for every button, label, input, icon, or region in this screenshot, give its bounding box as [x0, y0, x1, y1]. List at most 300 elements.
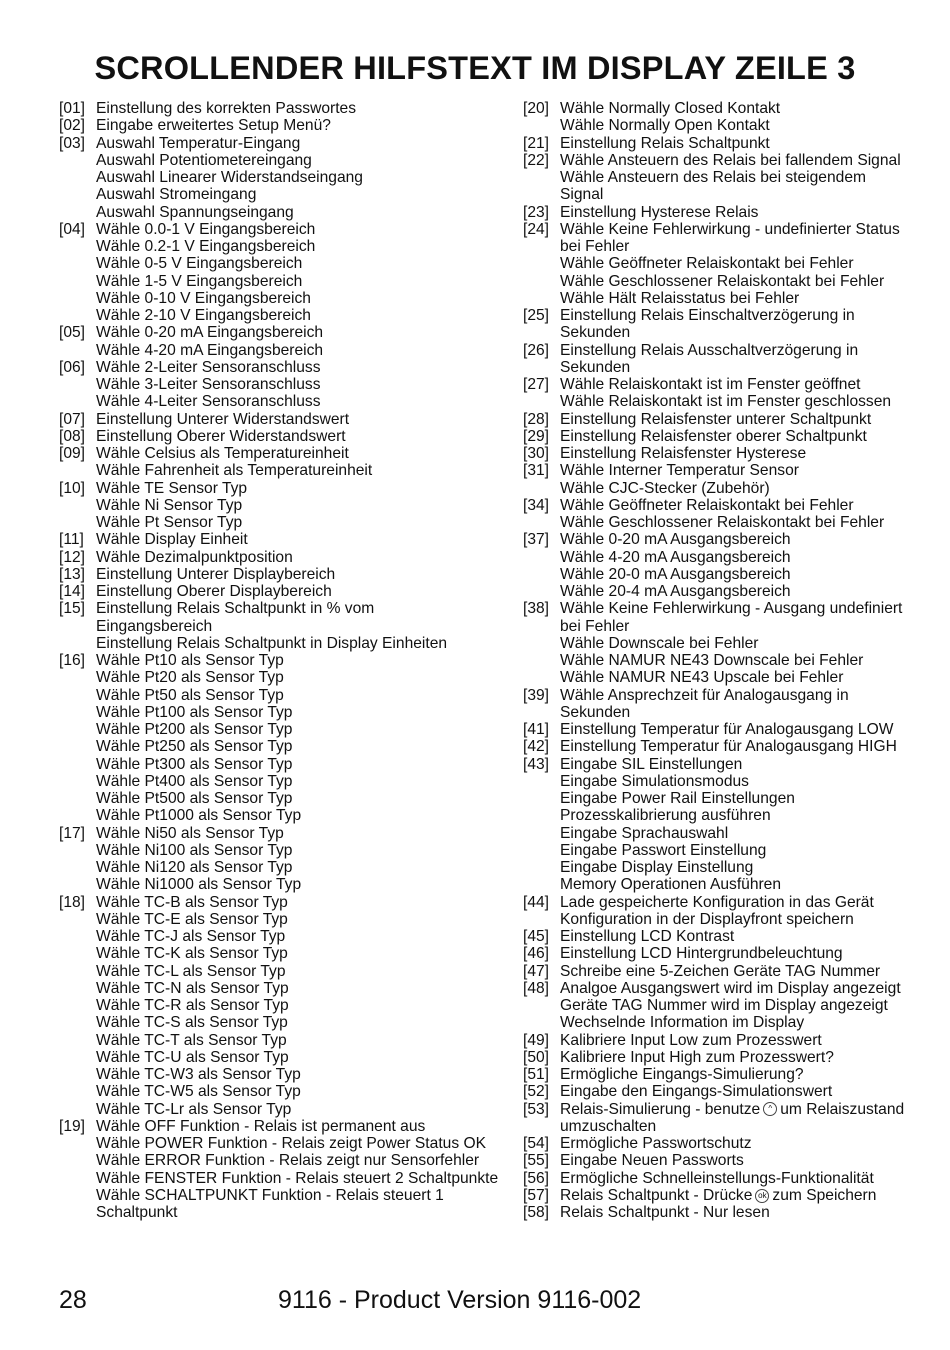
entry-line: Einstellung Temperatur für Analogausgang HIGH: [560, 738, 897, 756]
entry-code: [17]: [59, 824, 86, 842]
list-item: [59, 445, 514, 480]
entry-line: Wähle 1-5 V Eingangsbereich: [96, 272, 303, 290]
entry-line: Sekunden: [560, 358, 631, 376]
entry-text: [560, 600, 943, 686]
list-item: [523, 1066, 943, 1083]
list-item: [523, 497, 943, 532]
entry-text: [560, 204, 943, 221]
entry-line: Wähle Pt100 als Sensor Typ: [96, 703, 293, 721]
entry-line: Wähle TC-Lr als Sensor Typ: [96, 1100, 292, 1118]
list-item: [523, 428, 943, 445]
entry-line: Wähle Geöffneter Relaiskontakt bei Fehler: [560, 496, 854, 514]
entry-line: Wähle Ni100 als Sensor Typ: [96, 841, 293, 859]
list-item: [523, 963, 943, 980]
entry-text: [560, 756, 943, 894]
entry-text: [96, 566, 514, 583]
entry-line: Einstellung Relaisfenster Hysterese: [560, 445, 807, 462]
entry-line: Wähle TC-E als Sensor Typ: [96, 910, 288, 928]
entry-text-part: um Relaiszustand: [780, 1100, 905, 1118]
entry-line: Wähle TC-B als Sensor Typ: [96, 893, 288, 911]
entry-line: Einstellung Temperatur für Analogausgang LOW: [560, 721, 894, 738]
entry-text: [96, 600, 514, 652]
entry-line: Wähle TC-R als Sensor Typ: [96, 997, 289, 1014]
entry-line: Sekunden: [560, 703, 631, 721]
entry-line: Wähle Pt50 als Sensor Typ: [96, 686, 284, 704]
entry-text: [560, 894, 943, 929]
entry-code: [48]: [523, 979, 550, 997]
list-item: [523, 531, 943, 600]
entry-code: [02]: [59, 117, 86, 135]
entry-text-part: zum Speichern: [772, 1186, 877, 1204]
entry-line: Wähle POWER Funktion - Relais zeigt Power Status OK: [96, 1135, 486, 1152]
entry-line: Signal: [560, 186, 604, 204]
left-column: [59, 100, 514, 1221]
entry-text: [96, 324, 514, 359]
entry-text: [560, 1187, 943, 1204]
entry-code: [37]: [523, 531, 550, 549]
entry-text: [560, 135, 943, 152]
entry-line: Wähle Geöffneter Relaiskontakt bei Fehler: [560, 255, 854, 273]
list-item: [523, 687, 943, 722]
entry-line: Wechselnde Information im Display: [560, 1014, 805, 1032]
entry-code: [11]: [59, 531, 84, 549]
entry-code: [53]: [523, 1100, 550, 1118]
entry-code: [54]: [523, 1135, 550, 1152]
list-item: [523, 1170, 943, 1187]
list-item: [523, 411, 943, 428]
entry-code: [50]: [523, 1048, 550, 1066]
entry-text: [96, 411, 514, 428]
entry-line: Auswahl Linearer Widerstandseingang: [96, 169, 363, 186]
entry-line: Wähle 20-0 mA Ausgangsbereich: [560, 565, 791, 583]
entry-line: Wähle ERROR Funktion - Relais zeigt nur Sensorfehler: [96, 1152, 480, 1170]
entry-line: Wähle TC-S als Sensor Typ: [96, 1014, 288, 1032]
entry-line: Prozesskalibrierung ausführen: [560, 807, 771, 825]
entry-line: Einstellung Relais Schaltpunkt in % vom: [96, 600, 375, 618]
entry-text: [560, 1170, 943, 1187]
entry-code: [29]: [523, 427, 550, 445]
entry-code: [39]: [523, 686, 550, 704]
entry-code: [38]: [523, 600, 550, 618]
entry-text: [560, 100, 943, 135]
entry-code: [04]: [59, 220, 86, 238]
entry-code: [09]: [59, 445, 86, 462]
entry-code: [41]: [523, 721, 550, 738]
list-item: [523, 1101, 943, 1136]
list-item: [523, 1049, 943, 1066]
entry-text: [560, 1152, 943, 1169]
list-item: [59, 359, 514, 411]
entry-text: [560, 738, 943, 755]
entry-line: Wähle Geschlossener Relaiskontakt bei Fehler: [560, 272, 885, 290]
entry-code: [49]: [523, 1031, 550, 1049]
entry-line: Lade gespeicherte Konfiguration in das Gerät: [560, 893, 874, 911]
entry-text: [560, 462, 943, 497]
entry-line: Eingabe SIL Einstellungen: [560, 755, 743, 773]
list-item: [59, 324, 514, 359]
entry-line: Wähle TC-W5 als Sensor Typ: [96, 1083, 301, 1101]
entry-line: Wähle Keine Fehlerwirkung - undefinierter Status: [560, 220, 900, 238]
list-item: [59, 135, 514, 221]
entry-line: Wähle Pt250 als Sensor Typ: [96, 738, 293, 756]
entry-code: [30]: [523, 445, 550, 462]
entry-line: Eingabe Simulationsmodus: [560, 772, 749, 790]
entry-text: [96, 135, 514, 221]
entry-text: [560, 445, 943, 462]
entry-line: [560, 1187, 943, 1204]
entry-line: Wähle Ansteuern des Relais bei steigendem: [560, 169, 866, 186]
entry-text: [96, 221, 514, 325]
entry-line: Auswahl Spannungseingang: [96, 203, 294, 221]
list-item: [59, 117, 514, 134]
entry-text: [96, 117, 514, 134]
entry-line: Wähle Hält Relaisstatus bei Fehler: [560, 289, 800, 307]
entry-line: Wähle Geschlossener Relaiskontakt bei Fehler: [560, 514, 885, 531]
list-item: [59, 600, 514, 652]
entry-text: [560, 1032, 943, 1049]
entry-line: Eingabe den Eingangs-Simulationswert: [560, 1083, 833, 1101]
entry-line: Wähle Celsius als Temperatureinheit: [96, 445, 349, 462]
list-item: [523, 307, 943, 342]
entry-line: Eingabe Power Rail Einstellungen: [560, 790, 795, 807]
up-button-icon: ^: [763, 1102, 777, 1116]
entry-line: Einstellung des korrekten Passwortes: [96, 100, 357, 117]
entry-line: Eingabe Display Einstellung: [560, 859, 754, 876]
entry-code: [10]: [59, 479, 86, 497]
entry-text: [560, 411, 943, 428]
list-item: [59, 583, 514, 600]
entry-line: Wähle Downscale bei Fehler: [560, 634, 759, 652]
entry-text: [96, 531, 514, 548]
page-number: 28: [59, 1286, 87, 1314]
list-item: [59, 480, 514, 532]
entry-code: [24]: [523, 220, 550, 238]
entry-line: Wähle Keine Fehlerwirkung - Ausgang undefiniert: [560, 600, 903, 618]
page-title: SCROLLENDER HILFSTEXT IM DISPLAY ZEILE 3: [94, 50, 856, 86]
entry-line: Ermögliche Eingangs-Simulierung?: [560, 1066, 804, 1083]
right-column: [523, 100, 943, 1221]
entry-code: [12]: [59, 548, 86, 566]
list-item: [523, 1032, 943, 1049]
entry-line: Auswahl Potentiometereingang: [96, 151, 312, 169]
list-item: [59, 652, 514, 825]
entry-line: Schreibe eine 5-Zeichen Geräte TAG Nummer: [560, 962, 881, 980]
entry-code: [19]: [59, 1117, 86, 1135]
entry-text: [96, 549, 514, 566]
list-item: [59, 566, 514, 583]
entry-code: [27]: [523, 376, 550, 393]
list-item: [523, 1083, 943, 1100]
entry-line: Wähle 20-4 mA Ausgangsbereich: [560, 583, 791, 600]
list-item: [523, 135, 943, 152]
entry-code: [56]: [523, 1169, 550, 1187]
entry-line: Wähle Relaiskontakt ist im Fenster geöffnet: [560, 376, 861, 393]
entry-line: Auswahl Temperatur-Eingang: [96, 134, 301, 152]
list-item: [523, 462, 943, 497]
entry-text: [96, 428, 514, 445]
entry-line: Wähle Pt1000 als Sensor Typ: [96, 807, 302, 825]
list-item: [59, 1118, 514, 1222]
entry-line: bei Fehler: [560, 238, 630, 255]
entry-line: Wähle Normally Closed Kontakt: [560, 100, 781, 117]
entry-text: [560, 307, 943, 342]
entry-code: [46]: [523, 945, 550, 963]
entry-line: Auswahl Stromeingang: [96, 186, 257, 204]
entry-line: Wähle TC-L als Sensor Typ: [96, 962, 286, 980]
entry-line: Wähle Pt300 als Sensor Typ: [96, 755, 293, 773]
entry-line: Einstellung Hysterese Relais: [560, 203, 759, 221]
entry-code: [22]: [523, 151, 550, 169]
entry-text: [560, 721, 943, 738]
entry-line: Wähle Pt10 als Sensor Typ: [96, 652, 284, 669]
entry-text: [560, 1049, 943, 1066]
entry-line: umzuschalten: [560, 1117, 657, 1135]
entry-line: Wähle Pt400 als Sensor Typ: [96, 772, 293, 790]
entry-line: Wähle Dezimalpunktposition: [96, 548, 293, 566]
entry-text: [560, 152, 943, 204]
entry-line: Einstellung Relaisfenster oberer Schaltpunkt: [560, 427, 867, 445]
list-item: [523, 204, 943, 221]
entry-line: Eingabe Sprachauswahl: [560, 824, 729, 842]
list-item: [523, 945, 943, 962]
list-item: [59, 531, 514, 548]
entry-line: Wähle TE Sensor Typ: [96, 479, 248, 497]
entry-line: Konfiguration in der Displayfront speichern: [560, 910, 854, 928]
entry-text: [560, 1083, 943, 1100]
entry-line: Wähle 2-Leiter Sensoranschluss: [96, 358, 321, 376]
list-item: [523, 376, 943, 411]
entry-code: [45]: [523, 928, 550, 945]
entry-line: bei Fehler: [560, 617, 630, 635]
list-item: [59, 221, 514, 325]
list-item: [523, 721, 943, 738]
entry-text: [560, 928, 943, 945]
entry-code: [47]: [523, 962, 550, 980]
entry-line: Einstellung Relais Einschaltverzögerung in: [560, 307, 855, 324]
entry-line: Wähle TC-T als Sensor Typ: [96, 1031, 287, 1049]
entry-line: Eingabe Neuen Passworts: [560, 1152, 744, 1170]
entry-code: [42]: [523, 738, 550, 756]
entry-line: Wähle FENSTER Funktion - Relais steuert 2 Schaltpunkte: [96, 1169, 499, 1187]
entry-line: Einstellung Relais Ausschaltverzögerung in: [560, 341, 859, 359]
entry-line: Geräte TAG Nummer wird im Display angezeigt: [560, 997, 888, 1014]
entry-code: [55]: [523, 1152, 550, 1170]
entry-line: Wähle 0-20 mA Eingangsbereich: [96, 324, 324, 342]
entry-line: Wähle 4-Leiter Sensoranschluss: [96, 393, 321, 411]
entry-text: [560, 980, 943, 1032]
entry-text: [560, 531, 943, 600]
entry-code: [20]: [523, 100, 550, 117]
list-item: [59, 894, 514, 1118]
entry-text-part: Relais Schaltpunkt - Drücke: [560, 1186, 753, 1204]
entry-line: Wähle 2-10 V Eingangsbereich: [96, 307, 311, 324]
entry-line: [560, 1101, 943, 1118]
entry-line: Memory Operationen Ausführen: [560, 876, 782, 894]
entry-line: Einstellung Unterer Widerstandswert: [96, 410, 350, 428]
entry-text: [96, 480, 514, 532]
list-item: [523, 600, 943, 686]
entry-code: [31]: [523, 462, 550, 480]
entry-code: [01]: [59, 100, 86, 117]
entry-line: Wähle NAMUR NE43 Downscale bei Fehler: [560, 652, 864, 669]
entry-line: Wähle 4-20 mA Ausgangsbereich: [560, 548, 791, 566]
list-item: [523, 738, 943, 755]
entry-line: Relais Schaltpunkt - Nur lesen: [560, 1204, 770, 1221]
entry-code: [06]: [59, 358, 86, 376]
entry-line: Wähle Ansteuern des Relais bei fallendem Signal: [560, 151, 901, 169]
entry-code: [08]: [59, 427, 86, 445]
entry-text: [96, 100, 514, 117]
entry-line: Wähle 0-20 mA Ausgangsbereich: [560, 531, 791, 549]
entry-code: [15]: [59, 600, 86, 618]
entry-line: Wähle 0-5 V Eingangsbereich: [96, 255, 303, 273]
entry-code: [07]: [59, 410, 86, 428]
entry-text: [96, 445, 514, 480]
entry-code: [52]: [523, 1083, 550, 1101]
entry-line: Einstellung Relaisfenster unterer Schaltpunkt: [560, 410, 872, 428]
entry-line: Wähle 0-10 V Eingangsbereich: [96, 289, 311, 307]
entry-line: Wähle Pt20 als Sensor Typ: [96, 669, 284, 687]
entry-code: [51]: [523, 1066, 550, 1083]
entry-code: [23]: [523, 203, 550, 221]
entry-text: [560, 1066, 943, 1083]
entry-line: Schaltpunkt: [96, 1204, 178, 1221]
entry-line: Wähle Ansprechzeit für Analogausgang in: [560, 686, 849, 704]
entry-line: Sekunden: [560, 324, 631, 342]
entry-line: Wähle NAMUR NE43 Upscale bei Fehler: [560, 669, 844, 687]
entry-text: [560, 497, 943, 532]
entry-code: [14]: [59, 583, 86, 600]
entry-line: Wähle OFF Funktion - Relais ist permanent aus: [96, 1117, 426, 1135]
entry-code: [57]: [523, 1186, 550, 1204]
entry-code: [26]: [523, 341, 550, 359]
list-item: [523, 980, 943, 1032]
entry-line: Einstellung Oberer Widerstandswert: [96, 427, 346, 445]
entry-line: Wähle Ni50 als Sensor Typ: [96, 824, 284, 842]
product-version: 9116 - Product Version 9116-002: [278, 1286, 642, 1314]
entry-line: Einstellung Unterer Displaybereich: [96, 565, 336, 583]
list-item: [523, 445, 943, 462]
list-item: [523, 1152, 943, 1169]
list-item: [59, 100, 514, 117]
entry-text: [96, 825, 514, 894]
ok-button-icon: ok: [755, 1189, 769, 1203]
entry-line: Wähle 4-20 mA Eingangsbereich: [96, 341, 324, 359]
entry-code: [34]: [523, 496, 550, 514]
entry-text-part: Relais-Simulierung - benutze: [560, 1100, 761, 1118]
entry-line: Wähle SCHALTPUNKT Funktion - Relais steuert 1: [96, 1186, 444, 1204]
list-item: [523, 1204, 943, 1221]
list-item: [523, 928, 943, 945]
entry-line: Wähle 3-Leiter Sensoranschluss: [96, 376, 321, 393]
entry-line: Wähle Ni Sensor Typ: [96, 496, 243, 514]
entry-line: Einstellung Relais Schaltpunkt in Display Einheiten: [96, 634, 448, 652]
entry-code: [58]: [523, 1204, 550, 1221]
entry-line: Wähle Pt Sensor Typ: [96, 514, 243, 531]
entry-code: [03]: [59, 134, 86, 152]
entry-text: [96, 894, 514, 1118]
entry-text: [560, 1101, 943, 1136]
list-item: [59, 428, 514, 445]
entry-code: [18]: [59, 893, 86, 911]
entry-line: Wähle CJC-Stecker (Zubehör): [560, 479, 770, 497]
entry-line: Wähle TC-J als Sensor Typ: [96, 928, 286, 945]
entry-line: Einstellung Oberer Displaybereich: [96, 583, 332, 600]
entry-line: Wähle TC-K als Sensor Typ: [96, 945, 288, 963]
entry-line: Wähle Relaiskontakt ist im Fenster geschlossen: [560, 393, 892, 411]
entry-line: Wähle TC-N als Sensor Typ: [96, 979, 289, 997]
list-item: [523, 100, 943, 135]
entry-line: Wähle Pt200 als Sensor Typ: [96, 721, 293, 738]
entry-line: Wähle Display Einheit: [96, 531, 248, 549]
entry-line: Eingangsbereich: [96, 617, 213, 635]
entry-line: Wähle Ni120 als Sensor Typ: [96, 859, 293, 876]
entry-line: Wähle TC-W3 als Sensor Typ: [96, 1066, 301, 1083]
entry-line: Ermögliche Passwortschutz: [560, 1135, 752, 1152]
entry-code: [16]: [59, 652, 86, 669]
entry-code: [25]: [523, 307, 550, 324]
list-item: [523, 221, 943, 307]
entry-line: Einstellung Relais Schaltpunkt: [560, 134, 770, 152]
entry-line: Wähle Normally Open Kontakt: [560, 117, 770, 135]
entry-code: [44]: [523, 893, 550, 911]
list-item: [523, 1135, 943, 1152]
entry-text: [560, 945, 943, 962]
entry-line: Wähle TC-U als Sensor Typ: [96, 1048, 289, 1066]
list-item: [523, 1187, 943, 1204]
entry-code: [21]: [523, 134, 550, 152]
entry-line: Wähle Fahrenheit als Temperatureinheit: [96, 462, 373, 480]
entry-text: [560, 963, 943, 980]
entry-line: Kalibriere Input High zum Prozesswert?: [560, 1048, 834, 1066]
list-item: [59, 549, 514, 566]
list-item: [523, 342, 943, 377]
entry-line: Analgoe Ausgangswert wird im Display angezeigt: [560, 979, 901, 997]
entry-code: [05]: [59, 324, 86, 342]
entry-text: [560, 428, 943, 445]
entry-line: Wähle 0.0-1 V Eingangsbereich: [96, 220, 316, 238]
list-item: [523, 152, 943, 204]
entry-text: [560, 1135, 943, 1152]
entry-line: Ermögliche Schnelleinstellungs-Funktionalität: [560, 1169, 874, 1187]
entry-text: [96, 583, 514, 600]
entry-code: [43]: [523, 755, 550, 773]
entry-line: Kalibriere Input Low zum Prozesswert: [560, 1031, 822, 1049]
list-item: [523, 894, 943, 929]
list-item: [59, 411, 514, 428]
entry-code: [28]: [523, 410, 550, 428]
list-item: [59, 825, 514, 894]
entry-line: Wähle Interner Temperatur Sensor: [560, 462, 799, 480]
entry-text: [560, 342, 943, 377]
entry-line: Wähle Ni1000 als Sensor Typ: [96, 876, 302, 894]
entry-text: [560, 1204, 943, 1221]
entry-text: [96, 1118, 514, 1222]
list-item: [523, 756, 943, 894]
entry-line: Eingabe Passwort Einstellung: [560, 841, 767, 859]
entry-line: Eingabe erweitertes Setup Menü?: [96, 117, 331, 135]
entry-line: Einstellung LCD Kontrast: [560, 928, 735, 945]
entry-text: [560, 687, 943, 722]
entry-text: [96, 359, 514, 411]
entry-line: Einstellung LCD Hintergrundbeleuchtung: [560, 945, 843, 963]
entry-text: [560, 221, 943, 307]
entry-text: [560, 376, 943, 411]
entry-line: Wähle 0.2-1 V Eingangsbereich: [96, 238, 316, 255]
entry-line: Wähle Pt500 als Sensor Typ: [96, 790, 293, 807]
entry-text: [96, 652, 514, 825]
entry-code: [13]: [59, 565, 86, 583]
